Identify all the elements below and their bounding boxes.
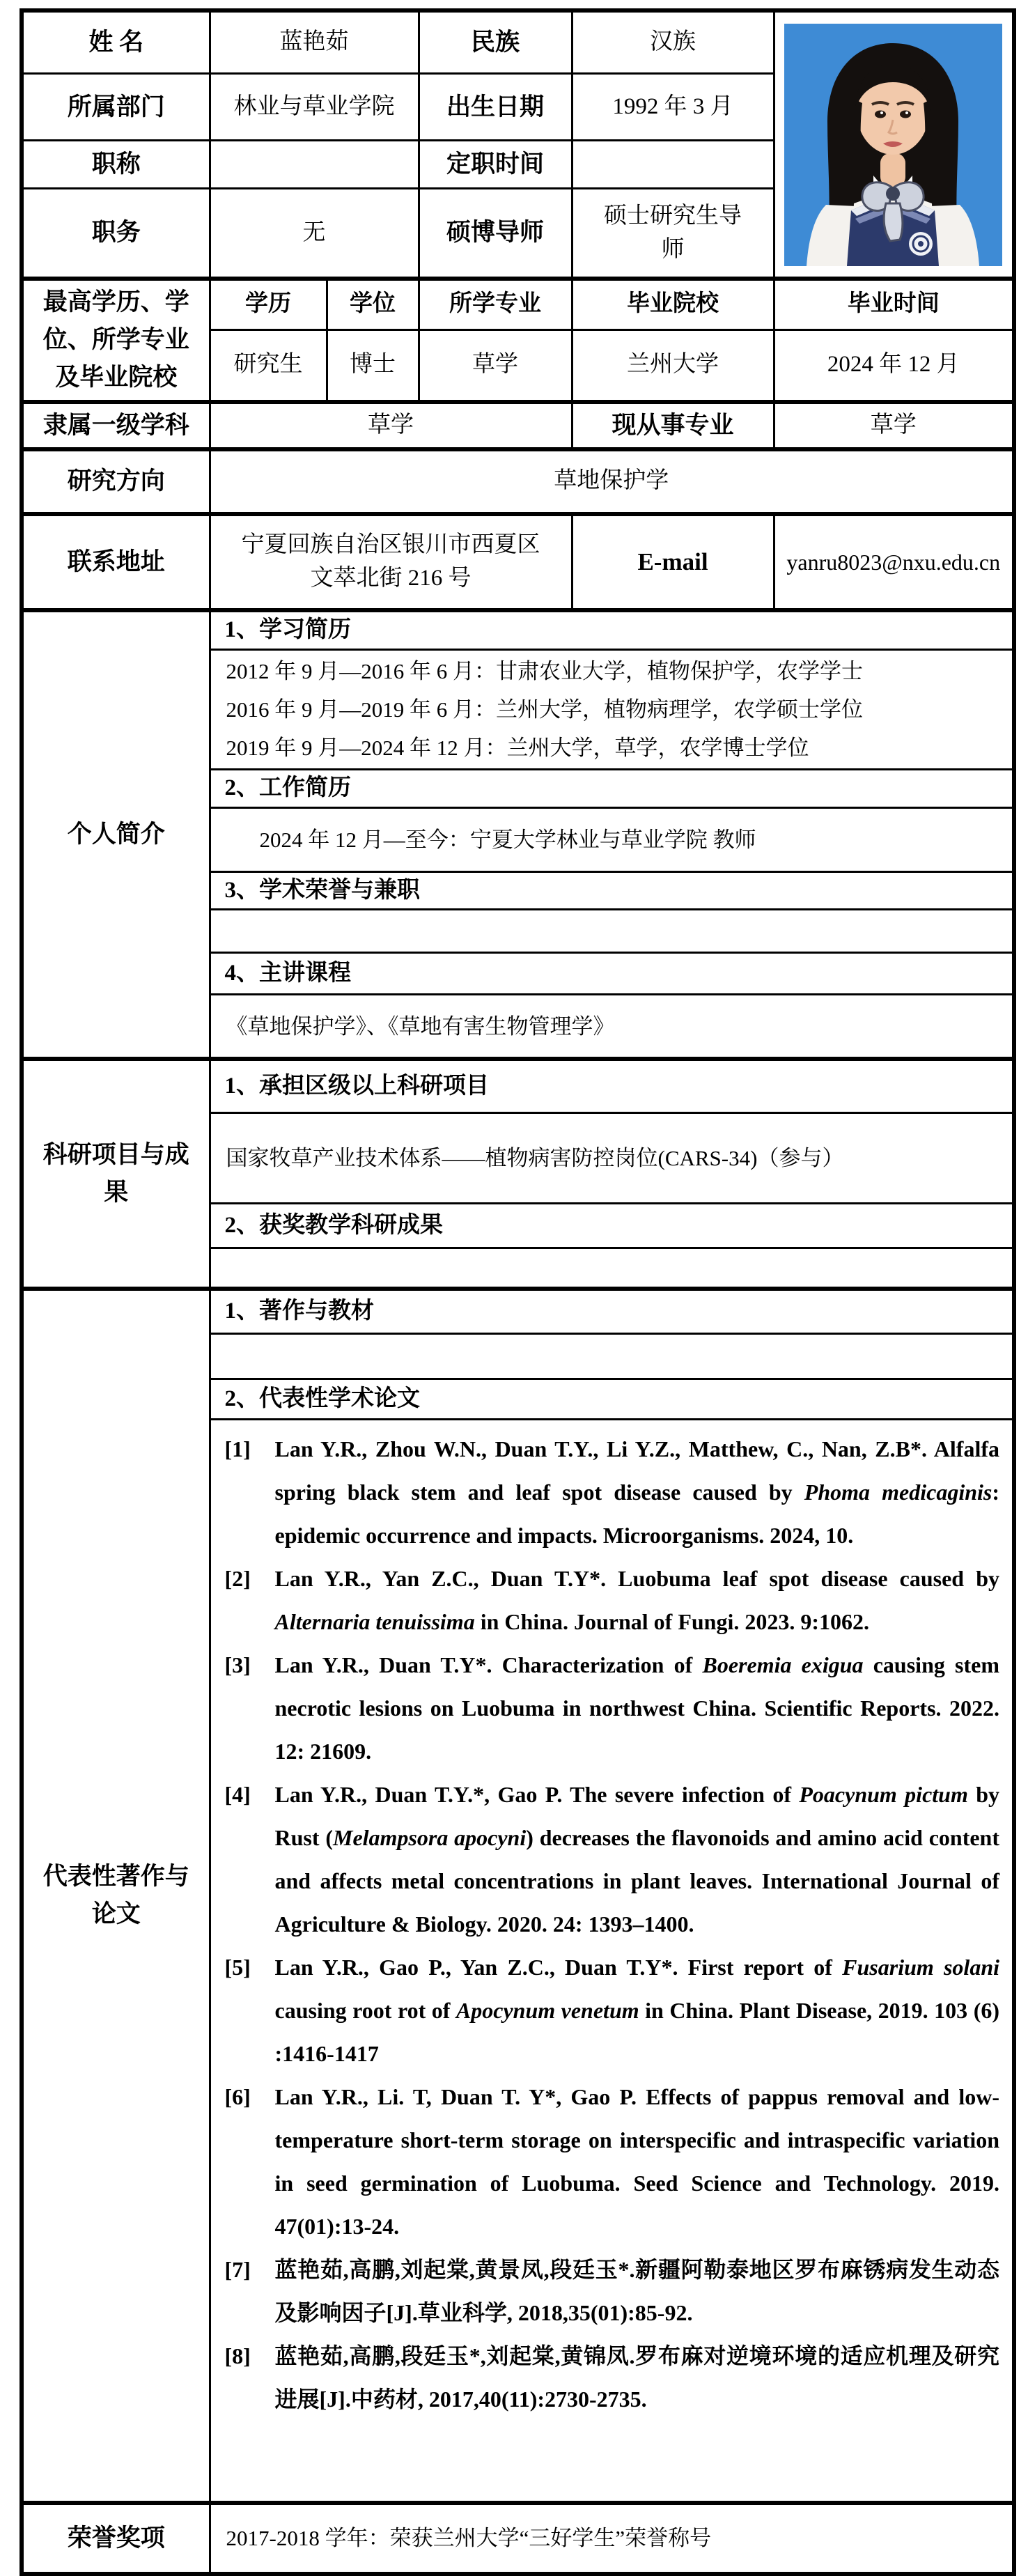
research-projects-label: 科研项目与成果 — [22, 1059, 210, 1289]
empty-line — [226, 1353, 1003, 1360]
honors-value — [210, 2503, 1014, 2574]
profile-heading-courses: 4、主讲课程 — [210, 953, 1014, 995]
title-label: 职称 — [22, 141, 210, 189]
publication-item: [4] Lan Y.R., Duan T.Y.*, Gao P. The severe infection of Poacynum pictum by Rust (Melampsora apocyni) decreases the flavonoids and amino acid content and affects metal concentrations in plant leaves. International Journal of Agriculture & Biology. 2020. 24: 1393–1400. — [224, 1782, 1000, 1937]
publications-label: 代表性著作与论文 — [22, 1289, 210, 2503]
resume-sheet — [0, 8, 1028, 2576]
edu-value-school: 兰州大学 — [572, 329, 774, 402]
publication-item: [2] Lan Y.R., Yan Z.C., Duan T.Y*. Luobuma leaf spot disease caused by Alternaria tenuissima in China. Journal of Fungi. 2023. 9:1062. — [224, 1566, 999, 1635]
courses-line: 《草地保护学》、《草地有害生物管理学》 — [226, 1014, 615, 1039]
profile-photo — [784, 24, 1002, 277]
projects-content — [210, 1113, 1014, 1204]
department-value: 林业与草业学院 — [210, 74, 419, 141]
edu-header-school: 毕业院校 — [572, 279, 774, 329]
edu-header-major: 所学专业 — [419, 279, 572, 329]
research-direction-label: 研究方向 — [22, 449, 210, 514]
position-value: 无 — [210, 189, 419, 279]
email-value: yanru8023@nxu.edu.cn — [774, 514, 1014, 610]
resume-table — [20, 8, 1016, 2576]
empty-line — [226, 1264, 1003, 1271]
publication-item: [1] Lan Y.R., Zhou W.N., Duan T.Y., Li Y.Z., Matthew, C., Nan, Z.B*. Alfalfa spring black stem and leaf spot disease caused by Phoma medicaginis: epidemic occurrence and impacts. Microorganisms. 2024, 10. — [224, 1436, 999, 1549]
publication-item: [7] 蓝艳茹,高鹏,刘起棠,黄景凤,段廷玉*.新疆阿勒泰地区罗布麻锈病发生动态及影响因子[J].草业科学, 2018,35(01):85-92. — [224, 2257, 999, 2326]
contact-address: 宁夏回族自治区银川市西夏区文萃北街 216 号 — [210, 514, 572, 610]
ethnic-value: 汉族 — [572, 10, 774, 74]
papers-heading: 2、代表性学术论文 — [210, 1379, 1014, 1420]
profile-study-content — [210, 649, 1014, 769]
awards-content — [210, 1248, 1014, 1289]
discipline-value: 草学 — [210, 402, 572, 449]
publication-item: [3] Lan Y.R., Duan T.Y*. Characterization of Boeremia exigua causing stem necrotic lesions on Luobuma in northwest China. Scientific Reports. 2022. 12: 21609. — [224, 1652, 1000, 1764]
awards-heading: 2、获奖教学科研成果 — [210, 1204, 1014, 1248]
birthdate-label: 出生日期 — [419, 74, 572, 141]
profile-work-content — [210, 807, 1014, 871]
edu-value-degree-type: 研究生 — [210, 329, 327, 402]
contact-label: 联系地址 — [22, 514, 210, 610]
edu-value-major: 草学 — [419, 329, 572, 402]
email-label: E-mail — [572, 514, 774, 610]
current-major-label: 现从事专业 — [572, 402, 774, 449]
honors-label: 荣誉奖项 — [22, 2503, 210, 2574]
birthdate-value: 1992 年 3 月 — [572, 74, 774, 141]
papers-list — [210, 1420, 1014, 2503]
study-line: 2012 年 9 月—2016 年 6 月：甘肃农业大学，植物保护学，农学学士 — [226, 658, 863, 683]
profile-heading-study: 1、学习简历 — [210, 610, 1014, 649]
photo-cell — [774, 10, 1014, 279]
projects-heading: 1、承担区级以上科研项目 — [210, 1059, 1014, 1113]
tenure-value — [572, 141, 774, 189]
tenure-label: 定职时间 — [419, 141, 572, 189]
department-label: 所属部门 — [22, 74, 210, 141]
profile-heading-academic-honors: 3、学术荣誉与兼职 — [210, 871, 1014, 910]
ethnic-label: 民族 — [419, 10, 572, 74]
empty-line — [226, 928, 1003, 935]
name-label: 姓 名 — [22, 10, 210, 74]
edu-header-grad-date: 毕业时间 — [774, 279, 1014, 329]
highest-education-label: 最高学历、学位、所学专业及毕业院校 — [22, 279, 210, 402]
id-photo-image — [784, 24, 1002, 266]
title-value — [210, 141, 419, 189]
supervisor-label: 硕博导师 — [419, 189, 572, 279]
edu-value-degree: 博士 — [327, 329, 419, 402]
research-direction-value: 草地保护学 — [210, 449, 1014, 514]
name-value: 蓝艳茹 — [210, 10, 419, 74]
profile-heading-work: 2、工作简历 — [210, 769, 1014, 807]
study-line: 2019 年 9 月—2024 年 12 月：兰州大学，草学，农学博士学位 — [226, 735, 809, 760]
edu-header-degree-type: 学历 — [210, 279, 327, 329]
publication-item: [6] Lan Y.R., Li. T, Duan T. Y*, Gao P. Effects of pappus removal and low-temperature short-term storage on interspecific and intraspecific variation in seed germination of Luobuma. Seed Science and Technology. 2019. 47(01):13-24. — [224, 2084, 999, 2240]
study-line: 2016 年 9 月—2019 年 6 月：兰州大学，植物病理学，农学硕士学位 — [226, 697, 863, 722]
current-major-value: 草学 — [774, 402, 1014, 449]
edu-header-degree: 学位 — [327, 279, 419, 329]
position-label: 职务 — [22, 189, 210, 279]
edu-value-grad-date: 2024 年 12 月 — [774, 329, 1014, 402]
publication-item: [8] 蓝艳茹,高鹏,段廷玉*,刘起棠,黄锦凤.罗布麻对逆境环境的适应机理及研究进展[J].中药材, 2017,40(11):2730-2735. — [224, 2343, 999, 2412]
work-line: 2024 年 12 月—至今：宁夏大学林业与草业学院 教师 — [259, 827, 756, 852]
profile-label: 个人简介 — [22, 610, 210, 1059]
project-line: 国家牧草产业技术体系——植物病害防控岗位(CARS-34)（参与） — [226, 1146, 844, 1171]
discipline-label: 隶属一级学科 — [22, 402, 210, 449]
publication-item: [5] Lan Y.R., Gao P., Yan Z.C., Duan T.Y*. First report of Fusarium solani causing root rot of Apocynum venetum in China. Plant Disease, 2019. 103 (6) :1416-1417 — [224, 1955, 1000, 2067]
supervisor-value: 硕士研究生导师 — [572, 189, 774, 279]
profile-academic-honors-content — [210, 910, 1014, 953]
profile-courses-content — [210, 995, 1014, 1059]
books-heading: 1、著作与教材 — [210, 1289, 1014, 1334]
honors-line: 2017-2018 学年：荣获兰州大学“三好学生”荣誉称号 — [226, 2526, 712, 2551]
books-content — [210, 1334, 1014, 1379]
